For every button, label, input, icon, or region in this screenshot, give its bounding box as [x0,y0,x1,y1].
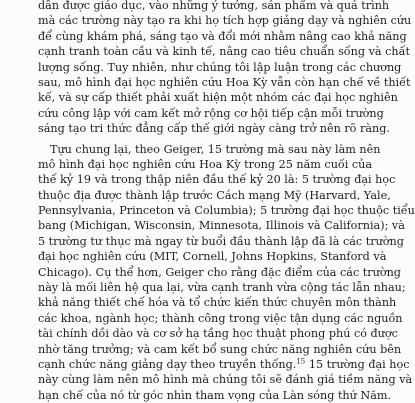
line-text: cạnh chức năng giảng dạy theo truyền thống. [38,357,297,371]
text-line [38,295,397,310]
line-text-tail: 15 trường đại học [305,357,410,371]
line-text: hạn chế của nó từ góc nhìn tham vọng của Làn sóng thứ Năm. [38,388,392,402]
line-text: bang (Michigan, Wisconsin, Minnesota, Illinois và California); và [38,219,405,233]
text-line [38,372,413,387]
line-text: đại học nghiên cứu (MIT, Cornell, Johns Hopkins, Stanford và [38,250,387,264]
text-line [38,106,384,121]
text-line [38,218,405,233]
text-line [38,60,402,75]
line-text: mô hình đại học nghiên cứu Hoa Kỳ trong 25 năm cuối của [38,157,373,171]
text-line [38,388,392,403]
line-text: sáng tạo tri thức đẳng cấp thế giới ngày càng trở nên rõ ràng. [38,122,390,136]
text-line [38,342,402,357]
text-line [38,172,396,187]
text-line [38,90,398,105]
line-text: cứu công lập với cam kết mở rộng cơ hội tiếp cận mỗi trường [38,106,384,120]
line-text: tài chính dồi dào và cơ sở hạ tầng học thuật phong phú có được [38,327,398,341]
line-text: cạnh tranh toàn cầu và kinh tế, nâng cao tiêu chuẩn sống và chất [38,45,410,59]
text-line [38,326,398,341]
line-text: dân được giáo dục, vào những ý tưởng, sản phẩm và quá trình [38,0,390,12]
line-text: 5 trường tư thục mà ngay từ buổi đầu thành lập đã là các trường [38,234,404,248]
line-text: nhờ tăng trưởng; và cam kết bổ sung chức năng nghiên cứu bên [38,342,402,356]
line-text: các khoa, ngành học; thành công trong việc tận dụng các nguồn [38,311,403,325]
text-line [38,203,415,218]
text-line [38,75,411,90]
text-line [38,142,381,157]
line-text: này cùng làm nên mô hình mà chúng tôi sẽ đánh giá tiềm năng và [38,373,413,387]
line-text: sau, mô hình đại học nghiên cứu Hoa Kỳ vẫn còn hạn chế về thiết [38,75,411,89]
paragraph-2 [38,142,415,403]
text-line [38,44,410,59]
text-line [38,29,407,44]
line-text: Tựu chung lại, theo Geiger, 15 trường mà sau này làm nên [50,142,381,156]
text-line [38,121,390,136]
line-text: thuộc địa được thành lập trước Cách mạng Mỹ (Harvard, Yale, [38,188,391,202]
text-line [38,157,373,172]
text-line [38,265,401,280]
line-text: Pennsylvania, Princeton và Columbia); 5 trường đại học thuộc tiểu [38,204,415,218]
text-line [38,311,403,326]
text-line [38,280,406,295]
line-text: kế, và sự cấp thiết phải xuất hiện một nhóm các đại học nghiên [38,91,398,105]
line-text: khả năng thiết chế hóa và tổ chức kiến thức chuyên môn thành [38,296,397,310]
line-text: lượng sống. Tuy nhiên, như chúng tôi lập luận trong các chương [38,60,402,74]
line-text: mà các trường này tạo ra khi họ tích hợp giảng dạy và nghiên cứu [38,14,412,28]
line-text: để cùng khám phá, sáng tạo và đổi mới nhằm nâng cao khả năng [38,29,407,43]
text-line [38,249,387,264]
text-line [38,357,410,372]
body-text [38,0,415,403]
text-line [38,188,391,203]
footnote-marker: 15 [296,357,306,366]
line-text: thế kỷ 19 và trong thập niên đầu thế kỷ 20 là: 5 trường đại học [38,173,396,187]
text-line [38,0,390,13]
line-text: này là mối liên hệ qua lại, vừa cạnh tranh vừa cộng tác lẫn nhau; [38,281,406,295]
text-line [38,13,412,28]
line-text: Chicago). Cụ thể hơn, Geiger cho rằng đặc điểm của các trường [38,265,401,279]
paragraph-1 [38,0,412,137]
text-line [38,234,404,249]
